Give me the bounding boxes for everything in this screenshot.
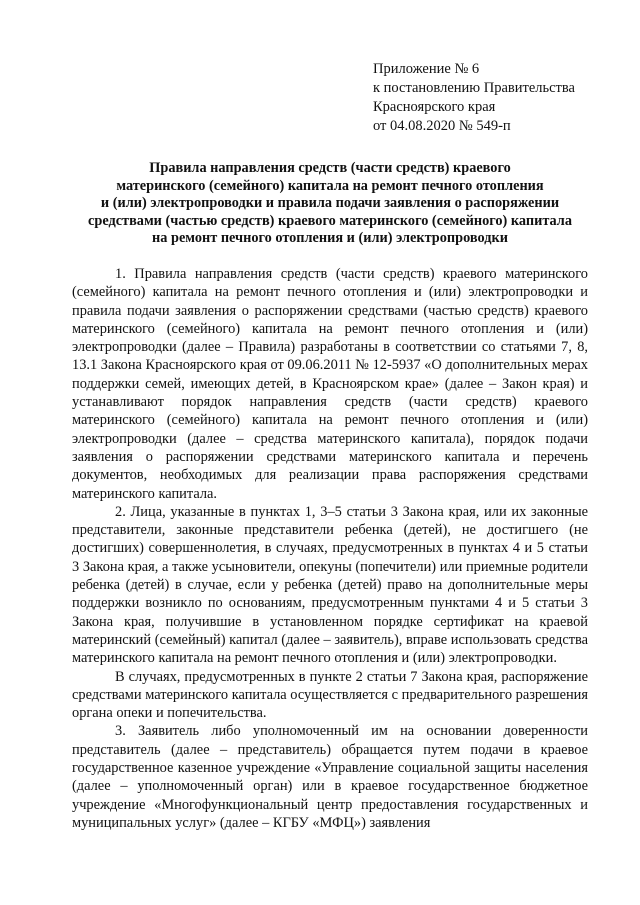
title-line: на ремонт печного отопления и (или) электропроводки bbox=[152, 230, 508, 246]
title-line: средствами (частью средств) краевого материнского (семейного) капитала bbox=[88, 212, 572, 229]
paragraph-2: 2. Лица, указанные в пунктах 1, 3–5 статьи 3 Закона края, или их законные представители, законные представители ребенка (детей), не достигшего (не достигших) совершеннолетия, в случаях, предусмотренных в пунктах 4 и 5 статьи 3 Закона края, а также усыновители, опекуны (попечители) или приемные родители ребенка (детей) в случае, если у ребенка (детей) право на дополнительные меры поддержки возникло по основаниям, предусмотренным пунктами 4 и 5 статьи 3 Закона края, получившие в установленном порядке сертификат на краевой материнский (семейный) капитал (далее – заявитель), вправе использовать средства материнского капитала на ремонт печного отопления и (или) электропроводки. bbox=[72, 503, 588, 667]
title-line: Правила направления средств (части средств) краевого bbox=[149, 160, 511, 176]
document-title bbox=[60, 160, 600, 248]
appendix-block bbox=[373, 60, 623, 136]
appendix-resolution: к постановлению Правительства bbox=[373, 80, 575, 96]
document-body bbox=[72, 265, 588, 832]
appendix-region: Красноярского края bbox=[373, 99, 496, 115]
title-line: материнского (семейного) капитала на ремонт печного отопления bbox=[116, 177, 544, 194]
appendix-number: Приложение № 6 bbox=[373, 61, 480, 77]
paragraph-1: 1. Правила направления средств (части средств) краевого материнского (семейного) капитала на ремонт печного отопления и (или) электропроводки и правила подачи заявления о распоряжении средствами (частью средств) краевого материнского (семейного) капитала на ремонт печного отопления и (или) электропроводки (далее – Правила) разработаны в соответствии со статьями 7, 8, 13.1 Закона Красноярского края от 09.06.2011 № 12-5937 «О дополнительных мерах поддержки семей, имеющих детей, в Красноярском крае» (далее – Закон края) и устанавливают порядок направления средств (части средств) краевого материнского (семейного) капитала на ремонт печного отопления и (или) электропроводки (далее – средства материнского капитала), порядок подачи заявления о распоряжении средствами материнского капитала и перечень документов, необходимых для реализации права распоряжения средствами материнского капитала. bbox=[72, 266, 588, 502]
appendix-date: от 04.08.2020 № 549-п bbox=[373, 118, 511, 134]
title-line: и (или) электропроводки и правила подачи заявления о распоряжении bbox=[100, 195, 560, 211]
paragraph-2-note: В случаях, предусмотренных в пункте 2 статьи 7 Закона края, распоряжение средствами материнского капитала осуществляется с предварительного разрешения органа опеки и попечительства. bbox=[72, 668, 588, 722]
paragraph-3: 3. Заявитель либо уполномоченный им на основании доверенности представитель (далее – представитель) обращается путем подачи в краевое государственное казенное учреждение «Управление социальной защиты населения (далее – уполномоченный орган) или в краевое государственное бюджетное учреждение «Многофункциональный центр предоставления государственных и муниципальных услуг» (далее – КГБУ «МФЦ») заявления bbox=[72, 723, 588, 831]
